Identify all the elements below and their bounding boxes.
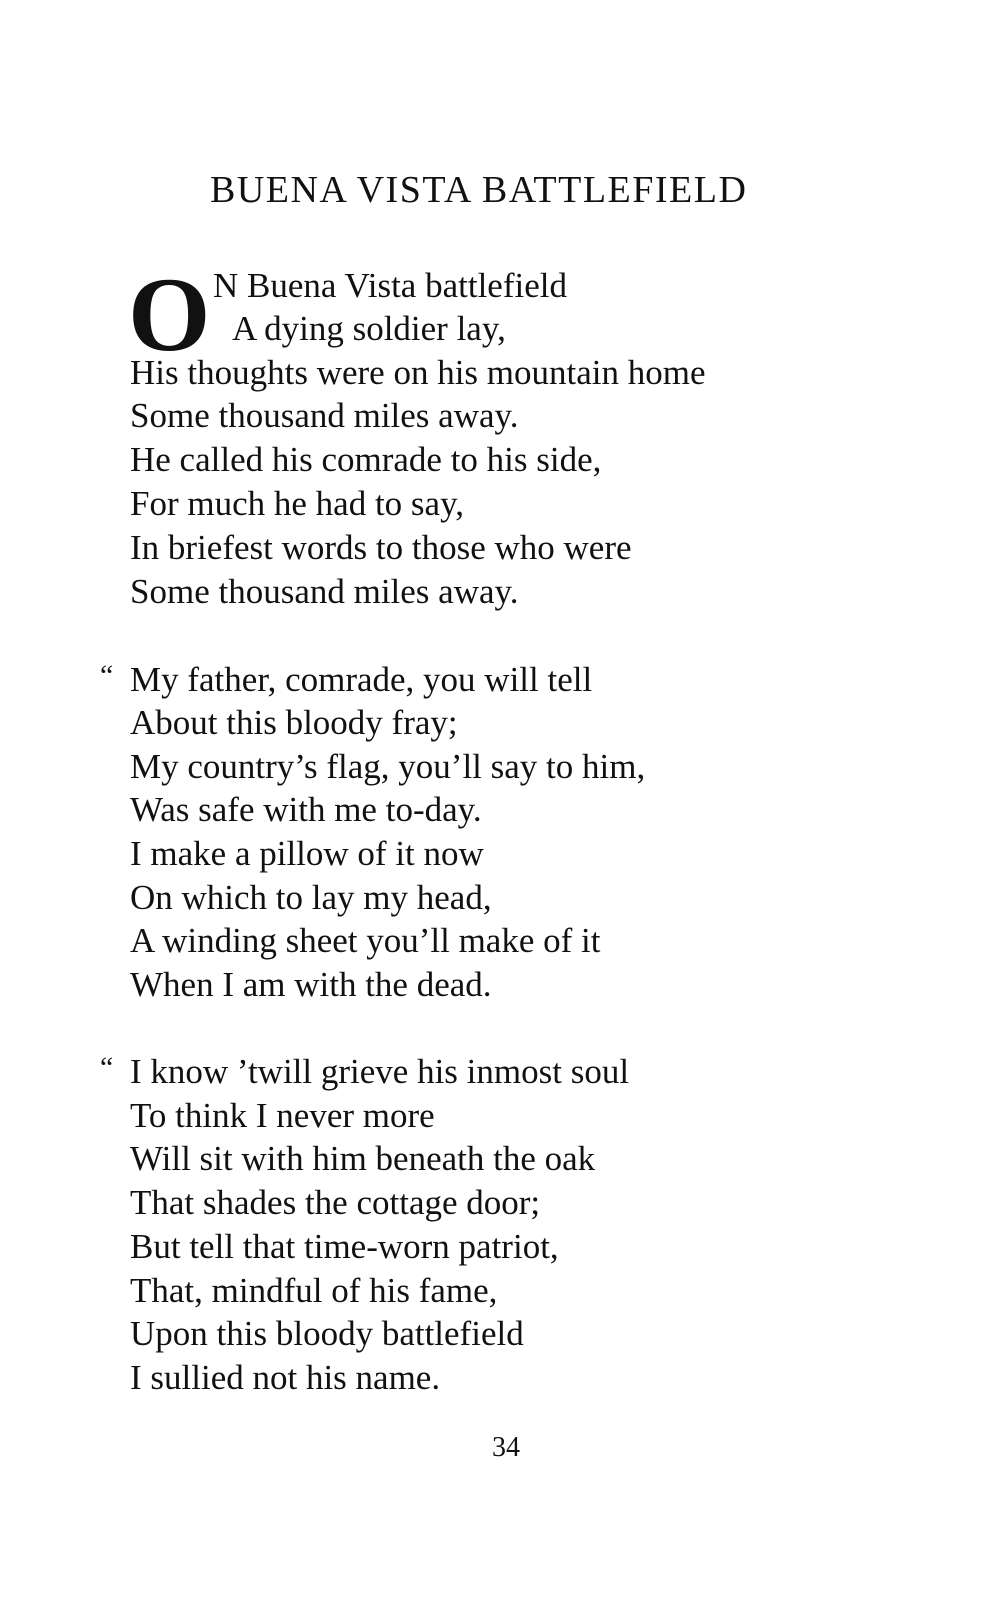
stanza-2-line-2: About this bloody fray; <box>130 703 458 742</box>
stanza-1-line-2: A dying soldier lay, <box>232 309 506 348</box>
stanza-2-open-quote: “ <box>100 659 114 692</box>
stanza-2-line-5: I make a pillow of it now <box>130 834 484 873</box>
stanza-3-line-6: That, mindful of his fame, <box>130 1271 498 1310</box>
stanza-3-line-3: Will sit with him beneath the oak <box>130 1139 596 1178</box>
stanza-3-line-5: But tell that time-worn patriot, <box>130 1227 559 1266</box>
stanza-1-line-1: N Buena Vista battlefield <box>213 266 567 305</box>
stanza-3-line-2: To think I never more <box>130 1096 435 1135</box>
stanza-2-line-1: My father, comrade, you will tell <box>130 660 593 699</box>
stanza-2-line-8: When I am with the dead. <box>130 965 492 1004</box>
stanza-1-line-8: Some thousand miles away. <box>130 572 519 611</box>
stanza-1-line-3: His thoughts were on his mountain home <box>130 353 706 392</box>
stanza-3-line-7: Upon this bloody battlefield <box>130 1314 524 1353</box>
stanza-1-line-4: Some thousand miles away. <box>130 396 519 435</box>
page-number: 34 <box>492 1432 520 1463</box>
stanza-3-open-quote: “ <box>100 1051 114 1084</box>
stanza-2-line-6: On which to lay my head, <box>130 878 492 917</box>
drop-cap: O <box>128 256 211 373</box>
stanza-2-line-7: A winding sheet you’ll make of it <box>130 921 601 960</box>
stanza-3-line-8: I sullied not his name. <box>130 1358 441 1397</box>
stanza-1-line-6: For much he had to say, <box>130 484 465 523</box>
stanza-3-line-4: That shades the cottage door; <box>130 1183 541 1222</box>
stanza-1-line-5: He called his comrade to his side, <box>130 440 602 479</box>
stanza-3-line-1: I know ’twill grieve his inmost soul <box>130 1052 630 1091</box>
stanza-1-line-7: In briefest words to those who were <box>130 528 632 567</box>
stanza-2-line-4: Was safe with me to-day. <box>130 790 482 829</box>
poem-title: BUENA VISTA BATTLEFIELD <box>210 169 748 211</box>
stanza-2-line-3: My country’s flag, you’ll say to him, <box>130 747 646 786</box>
